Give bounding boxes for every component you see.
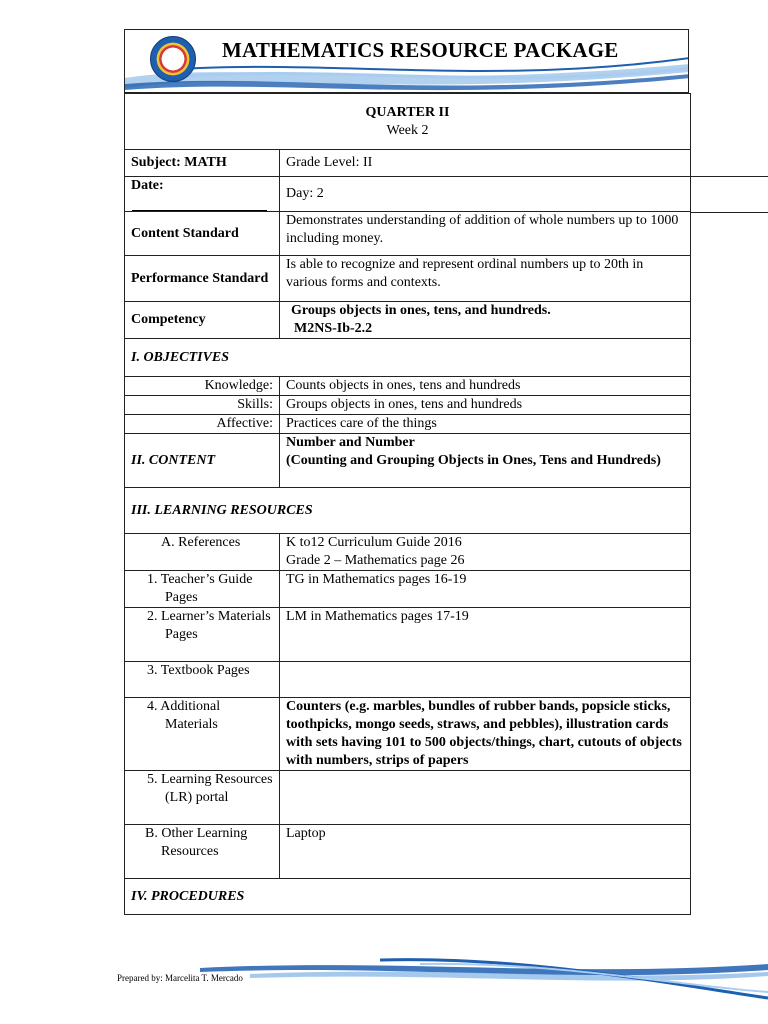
additional-materials-value: Counters (e.g. marbles, bundles of rubber bands, popsicle sticks, toothpicks, mongo seeds, straws, and pebbles), illustration cards with sets having 101 to 500 objects/things, chart, cutouts of objects with numbers, strips of papers — [280, 698, 691, 771]
performance-standard-label: Performance Standard — [125, 256, 280, 302]
date-label: Date: — [131, 178, 164, 193]
textbook-label: 3. Textbook Pages — [125, 662, 280, 698]
content-title: Number and Number — [286, 435, 415, 450]
page-title: MATHEMATICS RESOURCE PACKAGE — [222, 38, 619, 62]
additional-materials-label: 4. Additional Materials — [125, 698, 280, 771]
prepared-by: Prepared by: Marcelita T. Mercado — [117, 973, 243, 983]
lr-portal-value — [280, 771, 691, 825]
objectives-heading: I. OBJECTIVES — [125, 339, 691, 377]
row-extension-line — [690, 212, 768, 213]
content-value — [280, 434, 691, 488]
teachers-guide-value: TG in Mathematics pages 16-19 — [280, 571, 691, 608]
skills-value: Groups objects in ones, tens and hundreds — [280, 396, 691, 415]
references-item-1: K to12 Curriculum Guide 2016 — [286, 535, 462, 550]
date-underline — [132, 210, 267, 211]
textbook-value — [280, 662, 691, 698]
other-resources-label: B. Other Learning Resources — [125, 825, 280, 879]
content-heading: II. CONTENT — [125, 434, 280, 488]
affective-value: Practices care of the things — [280, 415, 691, 434]
lr-portal-label: 5. Learning Resources (LR) portal — [125, 771, 280, 825]
affective-label: Affective: — [125, 415, 280, 434]
deped-seal-icon — [150, 36, 196, 82]
references-value — [280, 534, 691, 571]
content-standard-label: Content Standard — [125, 212, 280, 256]
content-standard-value: Demonstrates understanding of addition of whole numbers up to 1000 including money. — [280, 212, 691, 256]
subject-cell: Subject: MATH — [125, 150, 280, 177]
day-cell: Day: 2 — [280, 177, 691, 212]
competency-label: Competency — [125, 302, 280, 339]
date-cell — [125, 177, 280, 212]
week-label: Week 2 — [386, 122, 429, 138]
content-subtitle: (Counting and Grouping Objects in Ones, Tens and Hundreds) — [286, 453, 661, 468]
row-extension-line — [690, 176, 768, 177]
competency-text: Groups objects in ones, tens, and hundreds. — [291, 303, 551, 318]
learning-resources-heading: III. LEARNING RESOURCES — [125, 488, 691, 534]
skills-label: Skills: — [125, 396, 280, 415]
procedures-heading: IV. PROCEDURES — [125, 879, 691, 915]
competency-value — [280, 302, 691, 339]
references-item-2: Grade 2 – Mathematics page 26 — [286, 553, 465, 568]
quarter-title: QUARTER II — [365, 104, 450, 120]
knowledge-value: Counts objects in ones, tens and hundreds — [280, 377, 691, 396]
references-label: A. References — [125, 534, 280, 571]
learners-materials-label: 2. Learner’s Materials Pages — [125, 608, 280, 662]
knowledge-label: Knowledge: — [125, 377, 280, 396]
grade-level-cell: Grade Level: II — [280, 150, 691, 177]
quarter-cell — [125, 94, 691, 150]
learners-materials-value: LM in Mathematics pages 17-19 — [280, 608, 691, 662]
other-resources-value: Laptop — [280, 825, 691, 879]
lesson-plan-table-wrapper — [124, 93, 690, 915]
header-banner — [124, 29, 689, 93]
footer-swoosh-graphic — [0, 952, 768, 1012]
competency-code: M2NS-Ib-2.2 — [294, 321, 373, 336]
performance-standard-value: Is able to recognize and represent ordinal numbers up to 20th in various forms and contexts. — [280, 256, 691, 302]
teachers-guide-label: 1. Teacher’s Guide Pages — [125, 571, 280, 608]
lesson-plan-table — [124, 93, 691, 915]
